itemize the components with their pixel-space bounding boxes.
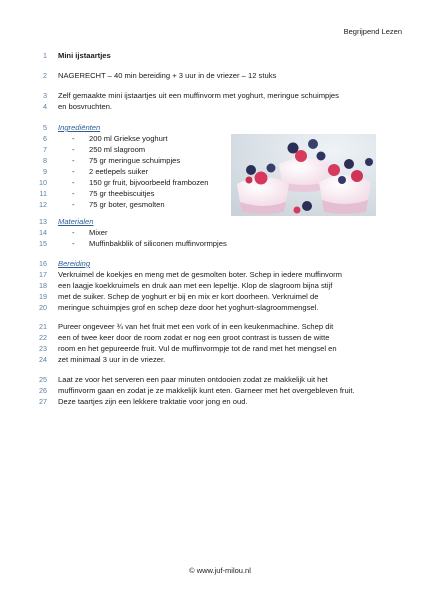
bullet-dash: -	[72, 178, 75, 187]
preparation-text: een laagje koekkruimels en druk aan met een lepeltje. Klop de slagroom bijna stijf	[58, 281, 333, 290]
ingredient-line	[39, 200, 165, 210]
line-number: 12	[39, 200, 47, 209]
preparation-text: meringue schuimpjes grof en schep deze door het yoghurt-slagroommengsel.	[58, 303, 319, 312]
recipe-meta-line	[43, 71, 277, 81]
section-line	[43, 123, 101, 133]
section-heading-ingredients: Ingrediënten	[58, 123, 101, 132]
line-number: 26	[39, 386, 47, 395]
section-line	[39, 259, 91, 269]
material-line	[39, 228, 108, 238]
line-number: 13	[39, 217, 47, 226]
text-line	[39, 281, 333, 291]
text-line	[39, 303, 319, 313]
line-number: 2	[43, 71, 47, 80]
line-number: 10	[39, 178, 47, 187]
ingredient-item: 75 gr meringue schuimpjes	[89, 156, 181, 165]
line-number: 23	[39, 344, 47, 353]
serving-text: Laat ze voor het serveren een paar minuten ontdooien zodat ze makkelijk uit het	[58, 375, 328, 384]
text-line	[39, 270, 342, 280]
preparation-text: met de suiker. Schep de yoghurt er bij en mix er kort doorheen. Verkruimel de	[58, 292, 319, 301]
line-number: 25	[39, 375, 47, 384]
ingredient-item: 75 gr boter, gesmolten	[89, 200, 165, 209]
ingredient-item: 75 gr theebiscuitjes	[89, 189, 155, 198]
line-number: 14	[39, 228, 47, 237]
line-number: 3	[43, 91, 47, 100]
bullet-dash: -	[72, 134, 75, 143]
line-number: 16	[39, 259, 47, 268]
intro-text: en bosvruchten.	[58, 102, 113, 111]
ingredient-line	[39, 189, 155, 199]
material-line	[39, 239, 227, 249]
text-line	[39, 322, 334, 332]
text-line	[39, 355, 166, 365]
text-line	[39, 397, 248, 407]
bullet-dash: -	[72, 167, 75, 176]
ingredient-item: 200 ml Griekse yoghurt	[89, 134, 168, 143]
line-number: 22	[39, 333, 47, 342]
line-number: 18	[39, 281, 47, 290]
line-number: 17	[39, 270, 47, 279]
preparation-text: een of twee keer door de room zodat er nog een groot contrast is tussen de witte	[58, 333, 330, 342]
preparation-text: room en het gepureerde fruit. Vul de muffinvormpje tot de rand met het mengsel en	[58, 344, 337, 353]
line-number: 8	[43, 156, 47, 165]
bullet-dash: -	[72, 189, 75, 198]
serving-text: muffinvorm gaan en zodat je ze makkelijk kunt eten. Garneer met het overgebleven fruit.	[58, 386, 355, 395]
preparation-text: Verkruimel de koekjes en meng met de gesmolten boter. Schep in iedere muffinvorm	[58, 270, 342, 279]
material-item: Mixer	[89, 228, 108, 237]
line-number: 6	[43, 134, 47, 143]
line-number: 4	[43, 102, 47, 111]
header-subject: Begrijpend Lezen	[343, 27, 402, 36]
text-line	[43, 102, 113, 112]
material-item: Muffinbakblik of siliconen muffinvormpjes	[89, 239, 227, 248]
ingredient-item: 2 eetlepels suiker	[89, 167, 149, 176]
ingredient-line	[43, 167, 149, 177]
bullet-dash: -	[72, 228, 75, 237]
line-number: 5	[43, 123, 47, 132]
ingredient-line	[39, 178, 209, 188]
ingredient-line	[43, 145, 146, 155]
line-number: 27	[39, 397, 47, 406]
section-line	[39, 217, 94, 227]
line-number: 15	[39, 239, 47, 248]
bullet-dash: -	[72, 200, 75, 209]
text-line	[43, 91, 339, 101]
line-number: 1	[43, 51, 47, 60]
intro-text: Zelf gemaakte mini ijstaartjes uit een muffinvorm met yoghurt, meringue schuimpjes	[58, 91, 339, 100]
line-number: 7	[43, 145, 47, 154]
recipe-meta: NAGERECHT – 40 min bereiding + 3 uur in de vriezer – 12 stuks	[58, 71, 277, 80]
recipe-photo	[231, 134, 376, 216]
text-line	[39, 292, 319, 302]
text-line	[39, 333, 330, 343]
line-number: 19	[39, 292, 47, 301]
bullet-dash: -	[72, 239, 75, 248]
recipe-title: Mini ijstaartjes	[58, 51, 111, 60]
ingredient-line	[43, 134, 168, 144]
serving-text: Deze taartjes zijn een lekkere traktatie voor jong en oud.	[58, 397, 248, 406]
footer-copyright: © www.juf-milou.nl	[189, 566, 251, 575]
ingredient-item: 150 gr fruit, bijvoorbeeld frambozen	[89, 178, 209, 187]
line-number: 9	[43, 167, 47, 176]
ingredient-line	[43, 156, 181, 166]
section-heading-materials: Materialen	[58, 217, 94, 226]
line-number: 20	[39, 303, 47, 312]
preparation-text: zet minimaal 3 uur in de vriezer.	[58, 355, 166, 364]
text-line	[39, 344, 337, 354]
bullet-dash: -	[72, 156, 75, 165]
section-heading-preparation: Bereiding	[58, 259, 91, 268]
line-number: 24	[39, 355, 47, 364]
line-number: 21	[39, 322, 47, 331]
preparation-text: Pureer ongeveer ¾ van het fruit met een vork of in een keukenmachine. Schep dit	[58, 322, 334, 331]
ingredient-item: 250 ml slagroom	[89, 145, 146, 154]
bullet-dash: -	[72, 145, 75, 154]
text-line	[39, 386, 355, 396]
recipe-title-line	[43, 51, 111, 61]
line-number: 11	[39, 189, 47, 198]
text-line	[39, 375, 328, 385]
